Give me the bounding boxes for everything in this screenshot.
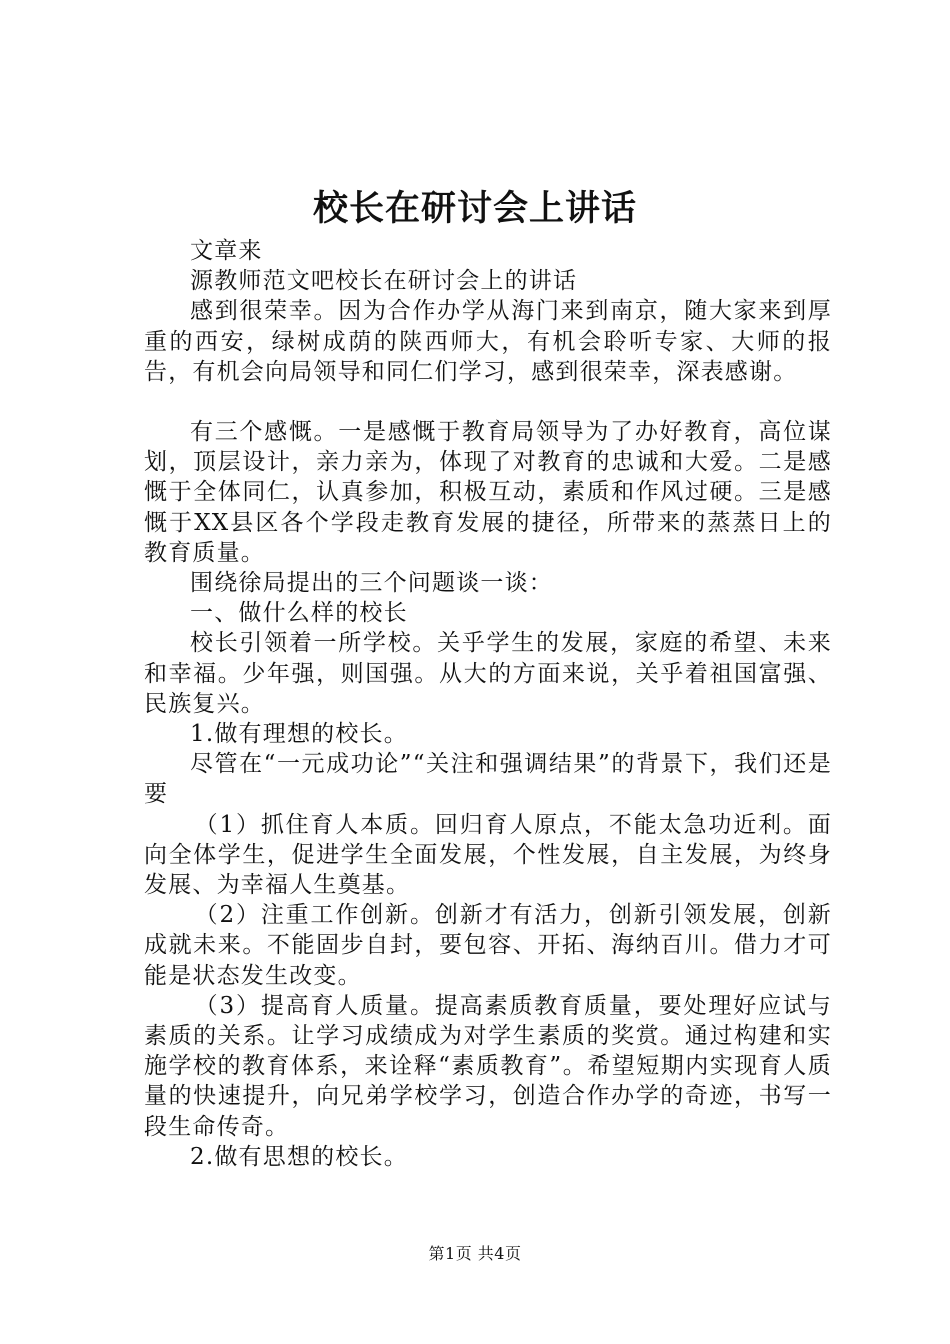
paragraph-source-line-2: 源教师范文吧校长在研讨会上的讲话 (190, 268, 578, 295)
paragraph-honored: 感到很荣幸。因为合作办学从海门来到南京，随大家来到厚重的西安，绿树成荫的陕西师大，有机会聆听专家、大师的报告，有机会向局领导和同仁们学习，感到很荣幸，深表感谢。 (144, 298, 832, 385)
subheading-thoughtful-principal: 2.做有思想的校长。 (190, 1143, 408, 1170)
section-heading-what-principal: 一、做什么样的校长 (190, 600, 408, 627)
subheading-ideal-principal: 1.做有理想的校长。 (190, 721, 408, 748)
paragraph-three-questions-intro: 围绕徐局提出的三个问题谈一谈： (190, 570, 553, 597)
paragraph-point-3: （3）提高育人质量。提高素质教育质量，要处理好应试与素质的关系。让学习成绩成为对学生素质的奖赏。通过构建和实施学校的教育体系，来诠释“素质教育”。希望短期内实现育人质量的快速提升，向兄弟学校学习，创造合作办学的奇迹，书写一段生命传奇。 (144, 992, 832, 1140)
page-indicator: 第1页 共4页 (428, 1244, 522, 1263)
document-body (144, 236, 832, 1172)
paragraph-despite-background: 尽管在“一元成功论”“关注和强调结果”的背景下，我们还是要 (144, 751, 832, 808)
paragraph-principal-leads: 校长引领着一所学校。关乎学生的发展，家庭的希望、未来和幸福。少年强，则国强。从大的方面来说，关乎着祖国富强、民族复兴。 (144, 630, 832, 717)
paragraph-three-reflections: 有三个感慨。一是感慨于教育局领导为了办好教育，高位谋划，顶层设计，亲力亲为，体现了对教育的忠诚和大爱。二是感慨于全体同仁，认真参加，积极互动，素质和作风过硬。三是感慨于XX县区各个学段走教育发展的捷径，所带来的蒸蒸日上的教育质量。 (144, 419, 832, 566)
paragraph-point-1: （1）抓住育人本质。回归育人原点，不能太急功近利。面向全体学生，促进学生全面发展，个性发展，自主发展，为终身发展、为幸福人生奠基。 (144, 811, 832, 899)
document-title: 校长在研讨会上讲话 (312, 188, 637, 229)
paragraph-point-2: （2）注重工作创新。创新才有活力，创新引领发展，创新成就未来。不能固步自封，要包容、开拓、海纳百川。借力才可能是状态发生改变。 (144, 902, 832, 989)
paragraph-source-line-1: 文章来 (190, 238, 263, 264)
